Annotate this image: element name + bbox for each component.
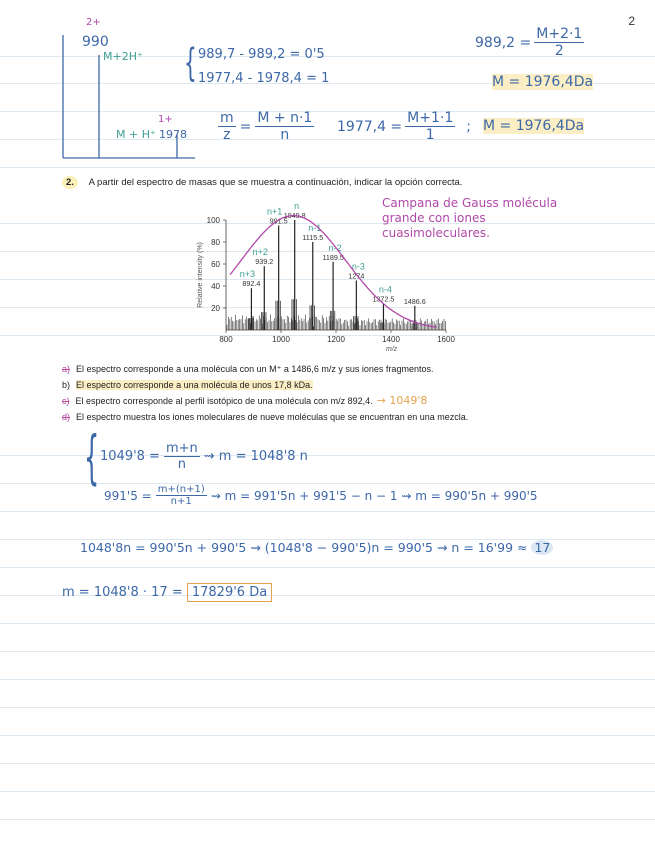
option-text: El espectro corresponde a una molécula de unos 17,8 kDa. <box>76 380 313 390</box>
y-tick-label: 40 <box>211 282 220 291</box>
ion-2h-label: M+2H⁺ <box>103 50 143 63</box>
eq-989: 989,2 = $\frac{M+2\cdot 1}{2}$ <box>475 26 583 59</box>
option-a <box>62 361 468 377</box>
x-axis-label: m/z <box>386 346 398 353</box>
n-value: 17 <box>531 540 553 555</box>
peak-note: n-2 <box>328 242 342 253</box>
x-tick-label: 1000 <box>272 335 290 344</box>
question-2 <box>62 177 462 188</box>
y-tick-label: 100 <box>206 216 220 225</box>
peak-note: n+1 <box>267 206 283 217</box>
peak-note: n <box>294 201 300 211</box>
peak-note: n+2 <box>252 247 268 258</box>
charge-2plus: 2+ <box>86 17 101 28</box>
x-tick-label: 1600 <box>437 335 455 344</box>
eq-1977: 1977,4 = $\frac{M+1\cdot 1}{1}$ ; <box>337 110 471 143</box>
work-eq-3: 1048'8n = 990'5n + 990'5 ⇝ (1048'8 − 990'5)n = 990'5 ⇝ n = 16'99 ≈ 17 <box>80 540 553 555</box>
peak-label: 892.4 <box>242 279 261 289</box>
peak-label: 939.2 <box>255 257 274 267</box>
option-b <box>62 377 468 393</box>
diff-2: 1977,4 - 1978,4 = 1 <box>198 71 330 86</box>
ion-1h-label: M + H⁺ <box>116 128 156 141</box>
peak-990-label: 990 <box>82 34 109 50</box>
charge-1plus: 1+ <box>158 114 173 125</box>
y-axis-label: Relative intensity (%) <box>197 242 204 308</box>
work-eq-1: 1049'8 = $\frac{m+n}{n}$ ⇝ m = 1048'8 n <box>100 441 308 472</box>
y-tick-label: 60 <box>211 260 220 269</box>
peak-note: n-1 <box>308 223 322 233</box>
option-letter: b) <box>62 380 71 390</box>
peak-label: 1189.5 <box>322 252 344 262</box>
x-tick-label: 1400 <box>382 335 400 344</box>
option-letter: d) <box>62 412 71 422</box>
option-d <box>62 409 468 425</box>
brace-icon: { <box>184 39 197 85</box>
option-letter: a) <box>62 364 71 374</box>
option-text: El espectro corresponde al perfil isotópico de una molécula con m/z 892,4. <box>75 396 373 406</box>
peak-label: 991.5 <box>269 216 288 226</box>
question-text: A partir del espectro de masas que se muestra a continuación, indicar la opción correcta. <box>88 177 463 188</box>
eq-1977-result: M = 1976,4Da <box>483 118 585 134</box>
peak-note: n-3 <box>351 261 365 272</box>
work-eq-2: 991'5 = $\frac{m+(n+1)}{n+1}$ ⇝ m = 991'5n + 991'5 − n − 1 ⇝ m = 990'5n + 990'5 <box>104 484 538 507</box>
peak-label: 1115.5 <box>302 233 324 242</box>
page-number: 2 <box>628 14 635 28</box>
work-eq-4: m = 1048'8 · 17 = 17829'6 Da <box>62 585 272 600</box>
peak-note: n-4 <box>378 284 392 295</box>
x-tick-label: 800 <box>219 335 233 344</box>
option-letter: c) <box>62 396 70 406</box>
peak-label: 1274 <box>348 271 365 281</box>
mz-formula: $\frac{m}{z}$ = $\frac{M + n\cdot 1}{n}$ <box>220 110 313 143</box>
option-c <box>62 393 468 409</box>
option-note: → 1049'8 <box>376 394 428 407</box>
question-number: 2. <box>62 176 78 189</box>
peak-label: 1049.8 <box>283 211 306 220</box>
noise-baseline <box>227 315 445 330</box>
gauss-annotation: Campana de Gauss molécula grande con iones cuasimoleculares. <box>382 196 558 240</box>
peak-note: n+3 <box>239 269 256 280</box>
option-text: El espectro muestra los iones moleculares de nueve moléculas que se encuentran en una mezcla. <box>76 412 469 422</box>
eq-989-result: M = 1976,4Da <box>492 74 594 90</box>
work-brace-icon: { <box>84 424 100 492</box>
peak-label: 1372.5 <box>372 294 395 304</box>
final-mass-box: 17829'6 Da <box>187 583 272 602</box>
x-tick-label: 1200 <box>327 335 345 344</box>
peak-1978-label: 1978 <box>159 128 187 141</box>
option-text: El espectro corresponde a una molécula con un M⁺ a 1486,6 m/z y sus iones fragmentos. <box>76 364 434 374</box>
answer-options <box>62 361 468 425</box>
y-tick-label: 20 <box>211 304 220 313</box>
diff-1: 989,7 - 989,2 = 0'5 <box>198 47 325 62</box>
y-tick-label: 80 <box>211 238 220 247</box>
peak-label: 1486.6 <box>403 296 426 306</box>
